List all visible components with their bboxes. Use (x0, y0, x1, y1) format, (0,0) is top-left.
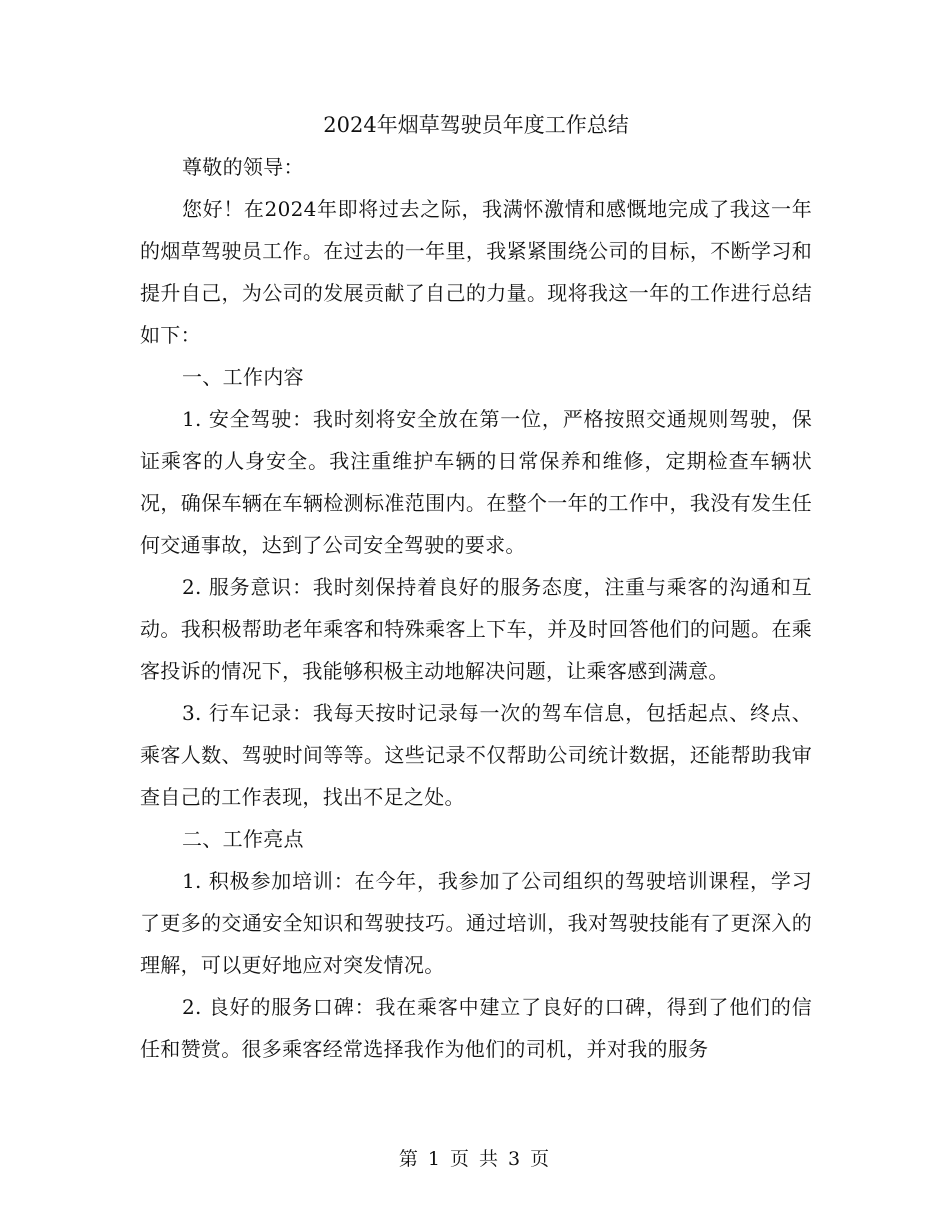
document-body (140, 104, 812, 1070)
paragraph-driving-records: 3. 行车记录：我每天按时记录每一次的驾车信息，包括起点、终点、乘客人数、驾驶时间等等。这些记录不仅帮助公司统计数据，还能帮助我审查自己的工作表现，找出不足之处。 (140, 701, 812, 809)
paragraph-safe-driving: 1. 安全驾驶：我时刻将安全放在第一位，严格按照交通规则驾驶，保证乘客的人身安全。我注重维护车辆的日常保养和维修，定期检查车辆状况，确保车辆在车辆检测标准范围内。在整个一年的工作中，我没有发生任何交通事故，达到了公司安全驾驶的要求。 (140, 407, 812, 557)
section-heading-highlights: 二、工作亮点 (182, 827, 304, 851)
intro-paragraph: 您好！在2024年即将过去之际，我满怀激情和感慨地完成了我这一年的烟草驾驶员工作。在过去的一年里，我紧紧围绕公司的目标，不断学习和提升自己，为公司的发展贡献了自己的力量。现将我这一年的工作进行总结如下： (140, 197, 812, 347)
section-heading-work-content: 一、工作内容 (182, 365, 304, 389)
paragraph-service-awareness: 2. 服务意识：我时刻保持着良好的服务态度，注重与乘客的沟通和互动。我积极帮助老年乘客和特殊乘客上下车，并及时回答他们的问题。在乘客投诉的情况下，我能够积极主动地解决问题，让乘客感到满意。 (140, 575, 812, 683)
salutation: 尊敬的领导： (182, 155, 304, 179)
document-title: 2024年烟草驾驶员年度工作总结 (323, 113, 629, 137)
page-footer: 第 1 页 共 3 页 (398, 1148, 552, 1170)
paragraph-reputation: 2. 良好的服务口碑：我在乘客中建立了良好的口碑，得到了他们的信任和赞赏。很多乘客经常选择我作为他们的司机，并对我的服务 (140, 995, 812, 1061)
paragraph-training: 1. 积极参加培训：在今年，我参加了公司组织的驾驶培训课程，学习了更多的交通安全知识和驾驶技巧。通过培训，我对驾驶技能有了更深入的理解，可以更好地应对突发情况。 (140, 869, 812, 977)
